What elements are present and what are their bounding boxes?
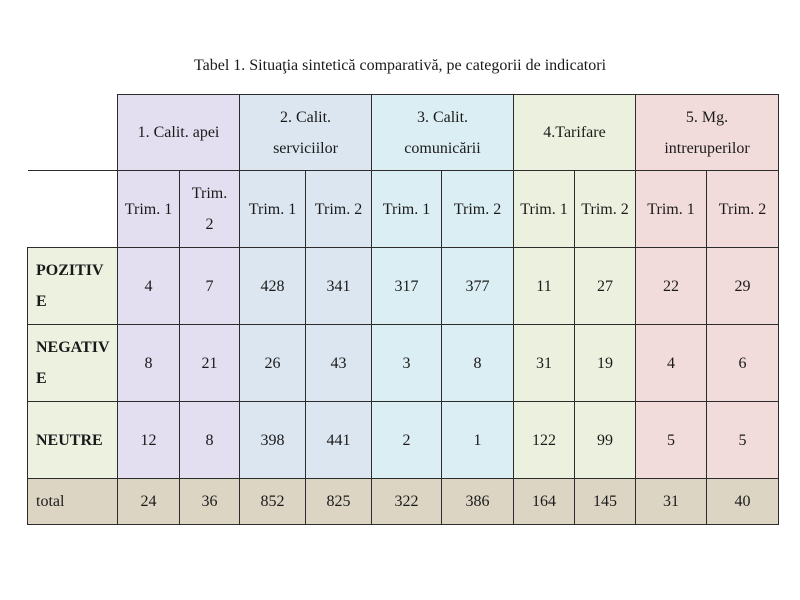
period-header: Trim. 2 (180, 171, 240, 248)
data-cell: 4 (118, 248, 180, 325)
total-cell: 40 (707, 479, 779, 525)
table-caption: Tabel 1. Situaţia sintetică comparativă, pe categorii de indicatori (193, 57, 607, 74)
total-cell: 164 (514, 479, 575, 525)
table-row (28, 248, 779, 325)
period-header: Trim. 1 (514, 171, 575, 248)
data-cell: 6 (707, 325, 779, 402)
data-cell: 12 (118, 402, 180, 479)
data-cell: 317 (372, 248, 442, 325)
category-header-communication-quality: 3. Calit. comunicării (372, 95, 514, 171)
data-cell: 428 (240, 248, 306, 325)
data-cell: 5 (636, 402, 707, 479)
period-header: Trim. 2 (707, 171, 779, 248)
data-cell: 377 (442, 248, 514, 325)
data-cell: 341 (306, 248, 372, 325)
data-cell: 43 (306, 325, 372, 402)
period-header: Trim. 1 (240, 171, 306, 248)
data-cell: 122 (514, 402, 575, 479)
data-cell: 8 (118, 325, 180, 402)
total-cell: 31 (636, 479, 707, 525)
row-label-total: total (28, 479, 118, 525)
indicators-table (27, 94, 779, 525)
period-header: Trim. 2 (306, 171, 372, 248)
data-cell: 26 (240, 325, 306, 402)
total-cell: 145 (575, 479, 636, 525)
category-header-interruptions: 5. Mg. intreruperilor (636, 95, 779, 171)
data-cell: 21 (180, 325, 240, 402)
data-cell: 31 (514, 325, 575, 402)
row-label-negative: NEGATIVE (28, 325, 118, 402)
total-cell: 825 (306, 479, 372, 525)
period-header: Trim. 2 (442, 171, 514, 248)
table-row (28, 402, 779, 479)
period-header: Trim. 1 (118, 171, 180, 248)
total-cell: 852 (240, 479, 306, 525)
data-cell: 7 (180, 248, 240, 325)
data-cell: 5 (707, 402, 779, 479)
data-cell: 3 (372, 325, 442, 402)
data-cell: 29 (707, 248, 779, 325)
period-header: Trim. 1 (636, 171, 707, 248)
corner-cell (28, 95, 118, 171)
total-row (28, 479, 779, 525)
total-cell: 36 (180, 479, 240, 525)
total-cell: 24 (118, 479, 180, 525)
period-header: Trim. 2 (575, 171, 636, 248)
data-cell: 8 (180, 402, 240, 479)
category-header-water-quality: 1. Calit. apei (118, 95, 240, 171)
data-cell: 22 (636, 248, 707, 325)
total-cell: 386 (442, 479, 514, 525)
period-header: Trim. 1 (372, 171, 442, 248)
data-cell: 398 (240, 402, 306, 479)
row-label-positive: POZITIVE (28, 248, 118, 325)
category-header-tariffs: 4.Tarifare (514, 95, 636, 171)
category-header-service-quality: 2. Calit. serviciilor (240, 95, 372, 171)
data-cell: 11 (514, 248, 575, 325)
table-row (28, 325, 779, 402)
data-cell: 441 (306, 402, 372, 479)
corner-cell-lower (28, 171, 118, 248)
data-cell: 8 (442, 325, 514, 402)
total-cell: 322 (372, 479, 442, 525)
data-cell: 27 (575, 248, 636, 325)
row-label-neutral: NEUTRE (28, 402, 118, 479)
data-cell: 2 (372, 402, 442, 479)
data-cell: 99 (575, 402, 636, 479)
data-cell: 19 (575, 325, 636, 402)
data-cell: 1 (442, 402, 514, 479)
data-cell: 4 (636, 325, 707, 402)
